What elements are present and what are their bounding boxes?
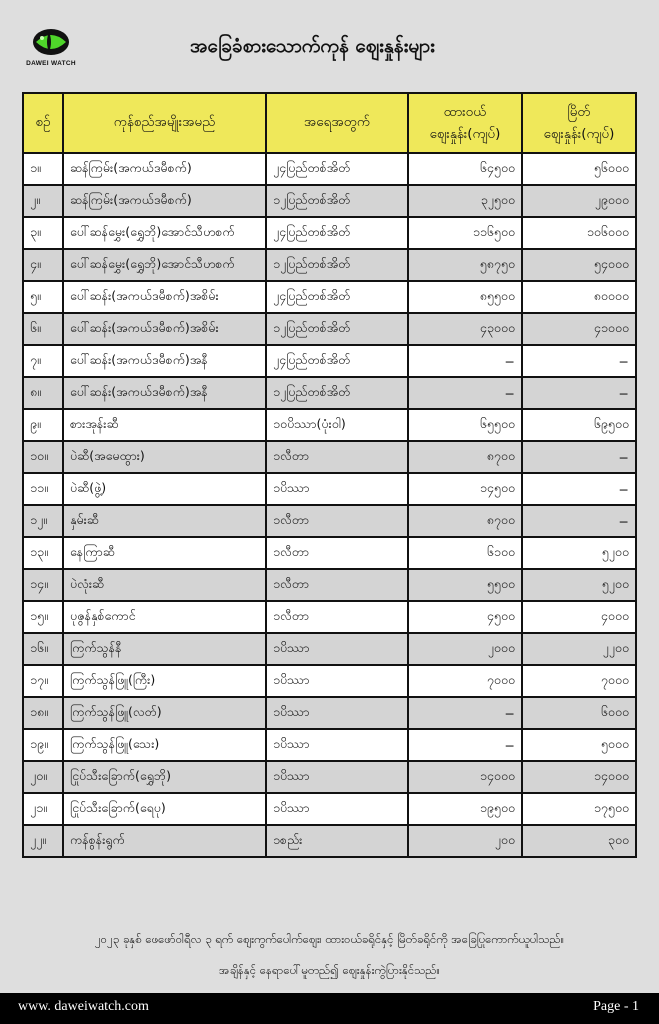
row-number: ၁၀။	[23, 441, 63, 473]
dawei-price: ၈၅၅၀၀	[408, 281, 522, 313]
myeik-price: −	[522, 377, 636, 409]
item-unit: ၁ပိဿာ	[266, 473, 408, 505]
item-name: ငြုပ်သီးခြောက်(ရေပု)	[63, 793, 266, 825]
brand-logo	[20, 26, 82, 76]
row-number: ၂၂။	[23, 825, 63, 857]
row-number: ၁၆။	[23, 633, 63, 665]
table-row	[23, 825, 636, 857]
header-myeik-price	[522, 93, 636, 153]
item-name: ပဲလုံးဆီ	[63, 569, 266, 601]
table-row	[23, 761, 636, 793]
dawei-price: ၁၁၆၅၀၀	[408, 217, 522, 249]
item-unit: ၁လီတာ	[266, 505, 408, 537]
item-name: ပေါ်ဆန်မွှေး(ရွှေဘို)အောင်သီဟစက်	[63, 249, 266, 281]
dawei-price: ၇၀၀၀	[408, 665, 522, 697]
table-row	[23, 377, 636, 409]
myeik-price: ၅၂၀၀	[522, 569, 636, 601]
footer-url[interactable]: www. daweiwatch.com	[18, 999, 149, 1014]
row-number: ၇။	[23, 345, 63, 377]
item-name: ဆန်ကြမ်း(အကယ်ဒမီစက်)	[63, 185, 266, 217]
table-row	[23, 345, 636, 377]
item-unit: ၂၄ပြည်တစ်အိတ်	[266, 281, 408, 313]
item-unit: ၁ပိဿာ	[266, 761, 408, 793]
price-table	[22, 92, 637, 858]
dawei-price: ၂၀၀	[408, 825, 522, 857]
item-name: ပေါ်ဆန်မွှေး(ရွှေဘို)အောင်သီဟစက်	[63, 217, 266, 249]
header-myeik-line1: မြိတ်	[567, 104, 591, 120]
row-number: ၉။	[23, 409, 63, 441]
item-name: ပဲဆီ(ဖွဲ့)	[63, 473, 266, 505]
dawei-price: ၄၅၀၀	[408, 601, 522, 633]
row-number: ၆။	[23, 313, 63, 345]
myeik-price: ၃၀၀	[522, 825, 636, 857]
dawei-price: ၃၂၅၀၀	[408, 185, 522, 217]
table-row	[23, 153, 636, 185]
myeik-price: ၄၁၀၀၀	[522, 313, 636, 345]
item-unit: ၁လီတာ	[266, 601, 408, 633]
row-number: ၁၃။	[23, 537, 63, 569]
dawei-price: ၁၄၀၀၀	[408, 761, 522, 793]
header-dawei-price	[408, 93, 522, 153]
myeik-price: −	[522, 505, 636, 537]
myeik-price: ၁၀၆၀၀၀	[522, 217, 636, 249]
logo-text: DAWEI WATCH	[26, 60, 76, 67]
dawei-price: ၂၀၀၀	[408, 633, 522, 665]
myeik-price: ၅၂၀၀	[522, 537, 636, 569]
row-number: ၁၂။	[23, 505, 63, 537]
myeik-price: ၂၂၀၀	[522, 633, 636, 665]
footer-page-number: Page - 1	[593, 999, 639, 1014]
row-number: ၁၄။	[23, 569, 63, 601]
table-row	[23, 281, 636, 313]
dawei-price: −	[408, 345, 522, 377]
item-name: ပေါ်ဆန်း(အကယ်ဒမီစက်)အစိမ်း	[63, 281, 266, 313]
myeik-price: ၁၄၀၀၀	[522, 761, 636, 793]
item-name: ငြုပ်သီးခြောက်(ရွှေဘို)	[63, 761, 266, 793]
dawei-price: ၆၄၅၀၀	[408, 153, 522, 185]
item-unit: ၁ပိဿာ	[266, 665, 408, 697]
myeik-price: −	[522, 345, 636, 377]
header-dawei-line2: ဈေးနှုန်း(ကျပ်)	[429, 126, 501, 142]
myeik-price: ၅၀၀၀	[522, 729, 636, 761]
item-name: ပေါ်ဆန်း(အကယ်ဒမီစက်)အနီ	[63, 345, 266, 377]
page-title: အခြေခံစားသောက်ကုန် ဈေးနှုန်းများ	[190, 35, 435, 57]
dawei-price: ၆၁၀၀	[408, 537, 522, 569]
table-row	[23, 729, 636, 761]
green-eye-icon	[31, 26, 71, 58]
item-unit: ၁၂ပြည်တစ်အိတ်	[266, 313, 408, 345]
row-number: ၃။	[23, 217, 63, 249]
item-name: နှမ်းဆီ	[63, 505, 266, 537]
row-number: ၅။	[23, 281, 63, 313]
item-name: ပေါ်ဆန်း(အကယ်ဒမီစက်)အနီ	[63, 377, 266, 409]
dawei-price: −	[408, 377, 522, 409]
item-name: ကန်စွန်းရွက်	[63, 825, 266, 857]
myeik-price: −	[522, 441, 636, 473]
item-unit: ၁လီတာ	[266, 569, 408, 601]
item-unit: ၂၄ပြည်တစ်အိတ်	[266, 217, 408, 249]
disclaimer-note: အချိန်နှင့် နေရာပေါ်မူတည်၍ ဈေးနှုန်းကွဲပြားနိုင်သည်။	[219, 963, 440, 977]
header-dawei-line1: ထားဝယ်	[443, 104, 487, 120]
table-row	[23, 505, 636, 537]
source-note: ၂၀၂၃ ခုနှစ် ဖေဖော်ဝါရီလ ၃ ရက် ဈေးကွက်ပေါက်ဈေး၊ ထားဝယ်ခရိုင်နှင့် မြိတ်ခရိုင်ကို အခြေပြုကောက်ယူပါသည်။	[94, 932, 565, 946]
myeik-price: ၂၉၀၀၀	[522, 185, 636, 217]
item-name: စားအုန်းဆီ	[63, 409, 266, 441]
table-row	[23, 249, 636, 281]
item-unit: ၁လီတာ	[266, 441, 408, 473]
item-unit: ၁ပိဿာ	[266, 729, 408, 761]
item-unit: ၂၄ပြည်တစ်အိတ်	[266, 153, 408, 185]
row-number: ၁၅။	[23, 601, 63, 633]
item-unit: ၂၄ပြည်တစ်အိတ်	[266, 345, 408, 377]
item-name: ပုဇွန်နှစ်ကောင်	[63, 601, 266, 633]
item-name: နေကြာဆီ	[63, 537, 266, 569]
dawei-price: ၁၄၅၀၀	[408, 473, 522, 505]
table-row	[23, 217, 636, 249]
item-unit: ၁၂ပြည်တစ်အိတ်	[266, 377, 408, 409]
table-row	[23, 633, 636, 665]
myeik-price: ၆၉၅၀၀	[522, 409, 636, 441]
row-number: ၁၇။	[23, 665, 63, 697]
dawei-price: −	[408, 697, 522, 729]
header-no: စဉ်	[23, 93, 63, 153]
item-name: ကြက်သွန်ဖြူ(သေး)	[63, 729, 266, 761]
myeik-price: ၅၄၀၀၀	[522, 249, 636, 281]
table-row	[23, 697, 636, 729]
header-myeik-line2: ဈေးနှုန်း(ကျပ်)	[543, 126, 615, 142]
dawei-price: ၄၃၀၀၀	[408, 313, 522, 345]
item-name: ကြက်သွန်ဖြူ(လတ်)	[63, 697, 266, 729]
item-unit: ၁လီတာ	[266, 537, 408, 569]
item-name: ဆန်ကြမ်း(အကယ်ဒမီစက်)	[63, 153, 266, 185]
item-name: ကြက်သွန်နီ	[63, 633, 266, 665]
item-unit: ၁၀ပိဿာ(ပုံးဝါ)	[266, 409, 408, 441]
table-row	[23, 473, 636, 505]
row-number: ၄။	[23, 249, 63, 281]
row-number: ၁။	[23, 153, 63, 185]
header-unit: အရေအတွက်	[266, 93, 408, 153]
dawei-price: ၅၅၀၀	[408, 569, 522, 601]
myeik-price: −	[522, 473, 636, 505]
footer-bar	[0, 993, 659, 1024]
dawei-price: ၈၇၀၀	[408, 441, 522, 473]
table-header-row	[23, 93, 636, 153]
row-number: ၁၈။	[23, 697, 63, 729]
item-name: ကြက်သွန်ဖြူ(ကြီး)	[63, 665, 266, 697]
myeik-price: ၆၀၀၀	[522, 697, 636, 729]
item-unit: ၁၂ပြည်တစ်အိတ်	[266, 185, 408, 217]
dawei-price: ၆၅၅၀၀	[408, 409, 522, 441]
table-row	[23, 313, 636, 345]
table-row	[23, 537, 636, 569]
table-row	[23, 601, 636, 633]
row-number: ၂၁။	[23, 793, 63, 825]
myeik-price: ၅၆၀၀၀	[522, 153, 636, 185]
dawei-price: −	[408, 729, 522, 761]
table-row	[23, 409, 636, 441]
table-row	[23, 665, 636, 697]
row-number: ၂၀။	[23, 761, 63, 793]
dawei-price: ၅၈၇၅၀	[408, 249, 522, 281]
row-number: ၈။	[23, 377, 63, 409]
table-row	[23, 793, 636, 825]
item-unit: ၁ပိဿာ	[266, 793, 408, 825]
row-number: ၁၁။	[23, 473, 63, 505]
item-unit: ၁စည်း	[266, 825, 408, 857]
item-name: ပေါ်ဆန်း(အကယ်ဒမီစက်)အစိမ်း	[63, 313, 266, 345]
myeik-price: ၄၀၀၀	[522, 601, 636, 633]
item-unit: ၁ပိဿာ	[266, 697, 408, 729]
item-unit: ၁ပိဿာ	[266, 633, 408, 665]
row-number: ၂။	[23, 185, 63, 217]
item-name: ပဲဆီ(အမေထွား)	[63, 441, 266, 473]
dawei-price: ၈၇၀၀	[408, 505, 522, 537]
table-row	[23, 441, 636, 473]
myeik-price: ၈၀၀၀၀	[522, 281, 636, 313]
dawei-price: ၁၉၅၀၀	[408, 793, 522, 825]
header-item: ကုန်စည်အမျိုးအမည်	[63, 93, 266, 153]
table-row	[23, 569, 636, 601]
row-number: ၁၉။	[23, 729, 63, 761]
myeik-price: ၁၇၅၀၀	[522, 793, 636, 825]
myeik-price: ၇၀၀၀	[522, 665, 636, 697]
item-unit: ၁၂ပြည်တစ်အိတ်	[266, 249, 408, 281]
table-row	[23, 185, 636, 217]
